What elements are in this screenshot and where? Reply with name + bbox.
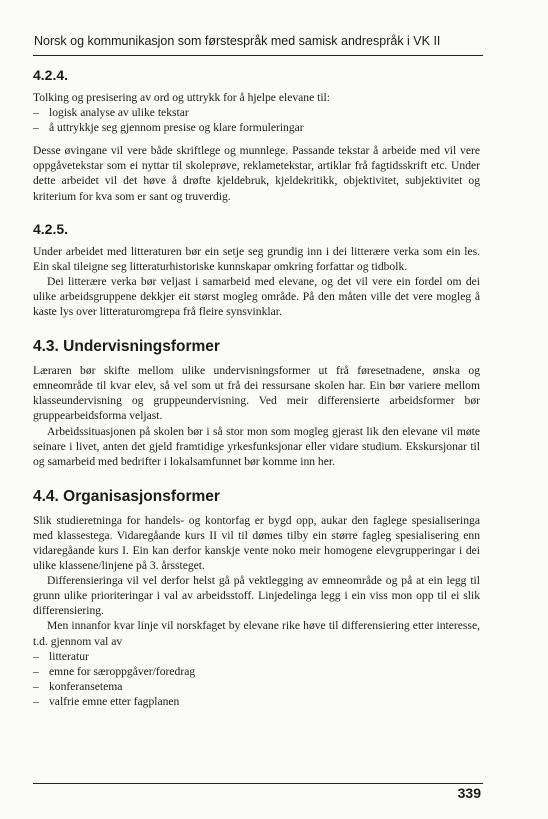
section-4-4-paragraph-1: Slik studieretninga for handels- og kontorfag er bygd opp, aukar den faglege spesialiseringa med klassestega. Vidaregåande kurs II vil til dømes tilby ein større fagleg spesialisering enn vidaregåande kurs I. Ein kan derfor kanskje vente noko meir homogene elevgrupperingar i dei ulike klassene/linjene på 3. årssteget. [33,513,480,573]
section-heading-4-3: 4.3. Undervisningsformer [33,338,220,356]
section-4-2-4-intro: Tolking og presisering av ord og uttrykk for å hjelpe elevane til: [33,91,331,104]
page-number: 339 [457,785,481,801]
section-heading-4-2-5: 4.2.5. [33,220,69,237]
section-4-2-5-paragraph-2: Dei litterære verka bør veljast i samarbeid med elevane, og det vil vere ein fordel om dei ulike arbeidsgruppene dekkjer eit størst mogleg område. På den måten ville det vere mogleg å kaste lys over litteraturomgrepa frå fleire synsvinklar. [33,274,480,319]
section-4-4-paragraph-2: Differensieringa vil vel derfor helst gå på vektlegging av emneområde og på at ein legg til grunn ulike prioriteringar i val av arbeidsstoff. Linjedelinga legg i ein viss mon opp til ei slik differensiering. [33,574,480,618]
section-4-3-paragraph-1: Læraren bør skifte mellom ulike undervisningsformer ut frå føresetnadene, ønska og emneområde til kvar elev, så vel som ut frå dei ressursane skolen har. Ein bør variere mellom klasseundervisning og gruppeundervisning. Ved meir differensierte arbeidsformer bør gruppearbeidsforma veljast. [33,364,480,423]
page-content [33,66,480,709]
section-heading-4-2-4: 4.2.4. [33,67,69,83]
list-item: – logisk analyse av ulike tekstar [33,106,189,120]
section-4-2-4-paragraph: Desse øvingane vil vere både skriftlege og munnlege. Passande tekstar å arbeide med vil vere oppgåvetekstar som ei nyttar til skoleprøve, reklametekstar, artiklar frå fagtidsskrift etc. Under dette arbeidet vil det høve å drøfte kjeldebruk, kjeldekritikk, objektivitet, subjektivitet og kriterium for kva som er sant og truverdig. [33,144,480,203]
section-4-3-paragraph-2: Arbeidssituasjonen på skolen bør i så stor mon som mogleg gjerast lik den elevane vil møte seinare i livet, anten det gjeld framtidige yrkesfunksjonar eller vidare studium. Ekskursjonar til og samarbeid med bedrifter i lokalsamfunnet bør komme inn her. [33,424,480,468]
list-item: – valfrie emne etter fagplanen [33,694,180,708]
list-item: – å uttrykkje seg gjennom presise og klare formuleringar [33,121,304,135]
section-4-4-paragraph-3: Men innanfor kvar linje vil norskfaget by elevane rike høve til differensiering etter interesse, t.d. gjennom val av [33,619,480,648]
footer-rule [33,783,483,784]
header-rule [33,55,483,56]
running-header: Norsk og kommunikasjon som førstespråk med samisk andrespråk i VK II [34,34,441,48]
list-item: – litteratur [33,649,89,663]
section-heading-4-4: 4.4. Organisasjonsformer [33,487,220,505]
list-item: – konferansetema [33,679,123,693]
section-4-2-5-paragraph-1: Under arbeidet med litteraturen bør ein setje seg grundig inn i dei litterære verka som ein les. Ein skal tileigne seg litteraturhistoriske kunnskapar omkring forfattar og tidbolk. [33,244,480,273]
list-item: – emne for særoppgåver/foredrag [33,664,196,678]
